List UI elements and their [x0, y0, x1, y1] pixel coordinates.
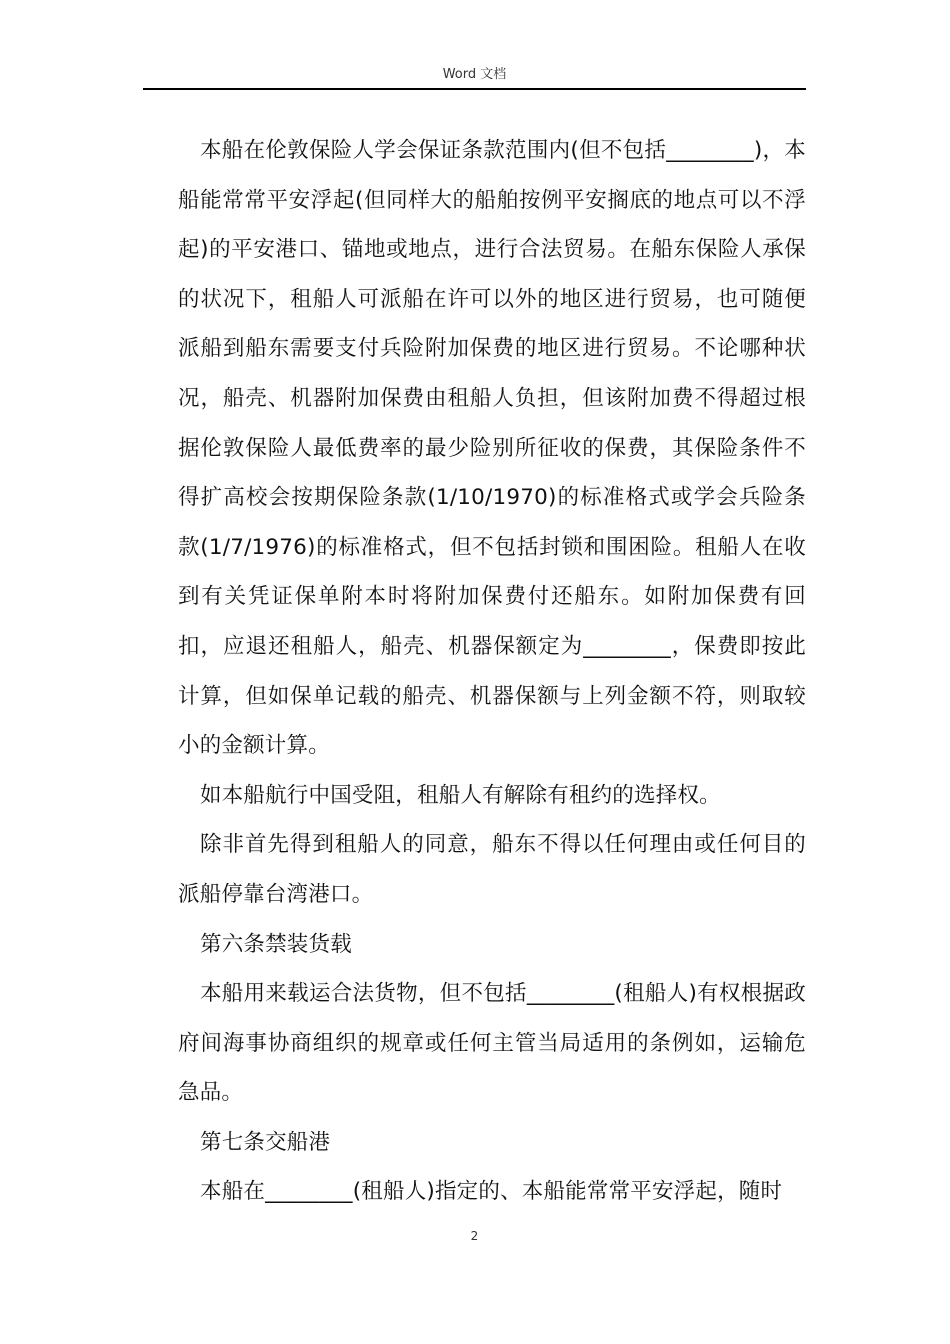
paragraph-taiwan-ports: 除非首先得到租船人的同意，船东不得以任何理由或任何目的派船停靠台湾港口。	[178, 832, 806, 907]
paragraph-china-navigation: 如本船航行中国受阻，租船人有解除有租约的选择权。	[200, 782, 721, 808]
section-heading-article-6: 第六条禁装货载	[200, 931, 352, 957]
header-title: Word 文档	[442, 67, 507, 82]
page-number: 2	[470, 1229, 479, 1243]
paragraph-insurance-clause: 本船在伦敦保险人学会保证条款范围内(但不包括________)，本船能常常平安浮起(但同样大的船舶按例平安搁底的地点可以不浮起)的平安港口、锚地或地点，进行合法贸易。在船东保险人承保的状况下，租船人可派船在许可以外的地区进行贸易，也可随便派船到船东需要支付兵险附加保费的地区进行贸易。不论哪种状况，船壳、机器附加保费由租船人负担，但该附加费不得超过根据伦敦保险人最低费率的最少险别所征收的保费，其保险条件不得扩高校会按期保险条款(1/10/1970)的标准格式或学会兵险条款(1/7/1976)的标准格式，但不包括封锁和围困险。租船人在收到有关凭证保单附本时将附加保费付还船东。如附加保费有回扣，应退还租船人，船壳、机器保额定为________，保费即按此计算，但如保单记载的船壳、机器保额与上列金额不符，则取较小的金额计算。	[178, 138, 806, 759]
page-header	[143, 66, 806, 84]
header-divider	[143, 88, 806, 90]
paragraph-prohibited-cargo: 本船用来载运合法货物，但不包括________(租船人)有权根据政府间海事协商组织的规章或任何主管当局适用的条例如，运输危急品。	[178, 981, 806, 1106]
section-heading-article-7: 第七条交船港	[200, 1129, 331, 1155]
paragraph-delivery-port: 本船在________(租船人)指定的、本船能常常平安浮起，随时	[200, 1179, 783, 1205]
document-body	[178, 126, 806, 1217]
